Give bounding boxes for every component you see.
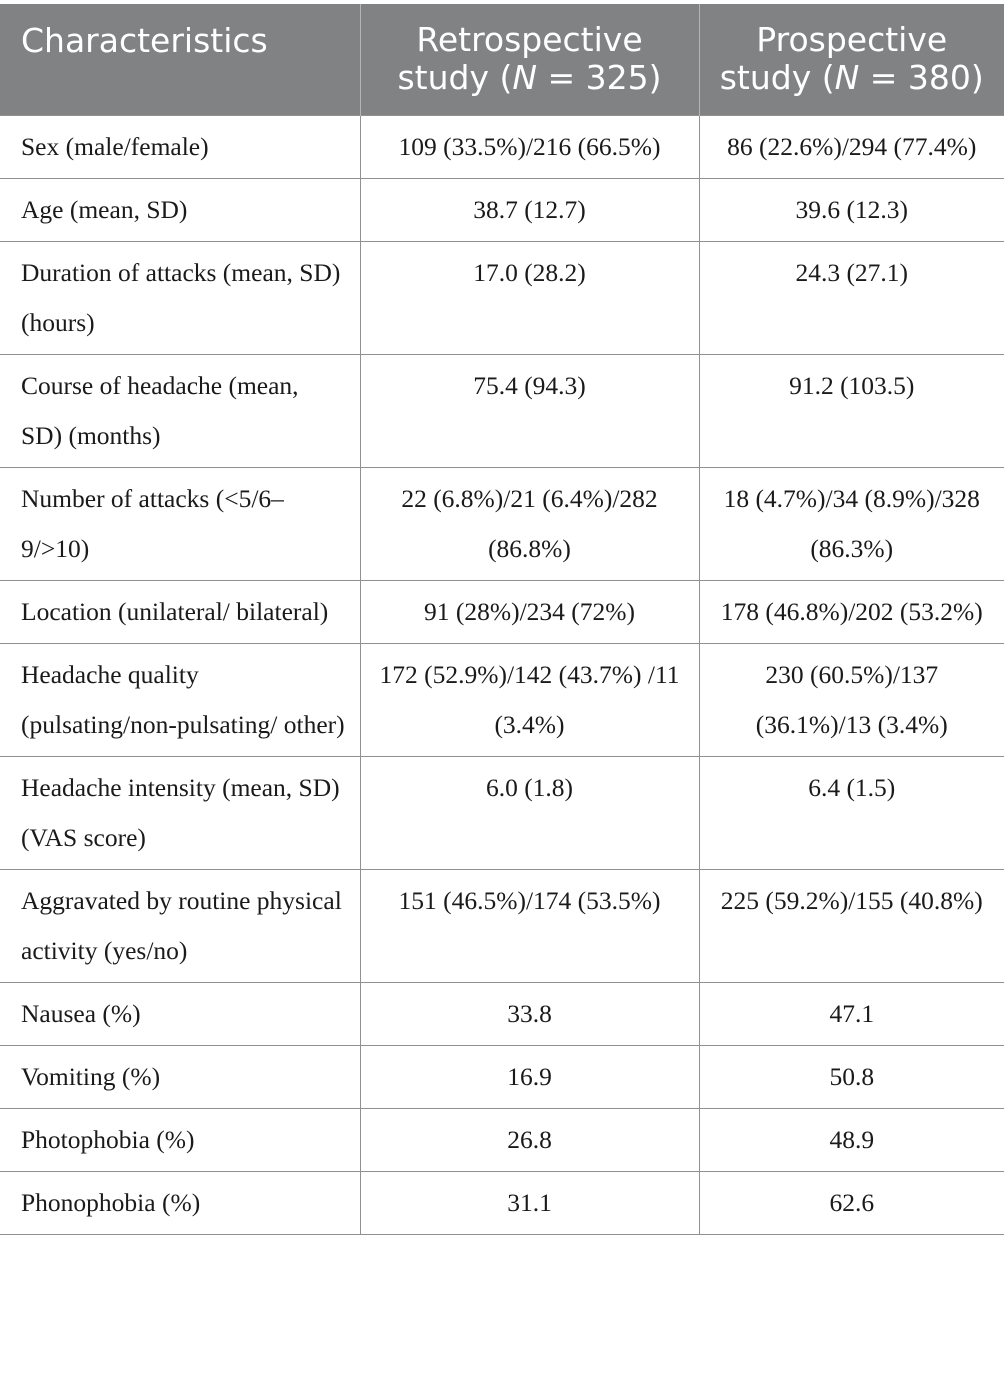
table-row [0,982,1004,1045]
table-row [0,1108,1004,1171]
header-retrospective-line2-pre: study ( [397,58,513,98]
retrospective-value: 33.8 [360,982,699,1045]
table-row [0,178,1004,241]
retrospective-value: 17.0 (28.2) [360,241,699,354]
row-label: Vomiting (%) [0,1045,360,1108]
row-label: Photophobia (%) [0,1108,360,1171]
header-prospective-line1: Prospective [756,20,948,60]
table-row [0,354,1004,467]
prospective-value: 91.2 (103.5) [699,354,1004,467]
table-row [0,756,1004,869]
table-row [0,467,1004,580]
header-retrospective-line2-post: = 325) [537,58,662,98]
header-retrospective-n: N [512,58,538,98]
retrospective-value: 26.8 [360,1108,699,1171]
retrospective-value: 6.0 (1.8) [360,756,699,869]
prospective-value: 178 (46.8%)/202 (53.2%) [699,580,1004,643]
prospective-value: 48.9 [699,1108,1004,1171]
row-label: Phonophobia (%) [0,1171,360,1234]
header-characteristics: Characteristics [0,4,360,115]
row-label: Age (mean, SD) [0,178,360,241]
table-row [0,869,1004,982]
header-retrospective [360,4,699,115]
prospective-value: 39.6 (12.3) [699,178,1004,241]
row-label: Number of attacks (<5/6–9/>10) [0,467,360,580]
retrospective-value: 31.1 [360,1171,699,1234]
prospective-value: 6.4 (1.5) [699,756,1004,869]
prospective-value: 86 (22.6%)/294 (77.4%) [699,115,1004,178]
row-label: Aggravated by routine physical activity (yes/no) [0,869,360,982]
table-row [0,241,1004,354]
characteristics-table [0,4,1004,1235]
retrospective-value: 109 (33.5%)/216 (66.5%) [360,115,699,178]
table-row [0,580,1004,643]
header-row [0,4,1004,115]
row-label: Headache intensity (mean, SD) (VAS score) [0,756,360,869]
retrospective-value: 16.9 [360,1045,699,1108]
retrospective-value: 75.4 (94.3) [360,354,699,467]
table-row [0,643,1004,756]
retrospective-value: 22 (6.8%)/21 (6.4%)/282 (86.8%) [360,467,699,580]
prospective-value: 62.6 [699,1171,1004,1234]
prospective-value: 24.3 (27.1) [699,241,1004,354]
row-label: Duration of attacks (mean, SD) (hours) [0,241,360,354]
retrospective-value: 151 (46.5%)/174 (53.5%) [360,869,699,982]
row-label: Location (unilateral/ bilateral) [0,580,360,643]
header-prospective-line2-post: = 380) [859,58,984,98]
header-retrospective-line1: Retrospective [416,20,643,60]
header-prospective-line2-pre: study ( [719,58,835,98]
prospective-value: 50.8 [699,1045,1004,1108]
header-prospective-n: N [834,58,860,98]
table-row [0,115,1004,178]
prospective-value: 230 (60.5%)/137 (36.1%)/13 (3.4%) [699,643,1004,756]
retrospective-value: 38.7 (12.7) [360,178,699,241]
row-label: Course of headache (mean, SD) (months) [0,354,360,467]
retrospective-value: 91 (28%)/234 (72%) [360,580,699,643]
prospective-value: 18 (4.7%)/34 (8.9%)/328 (86.3%) [699,467,1004,580]
header-prospective [699,4,1004,115]
table-row [0,1171,1004,1234]
row-label: Sex (male/female) [0,115,360,178]
retrospective-value: 172 (52.9%)/142 (43.7%) /11 (3.4%) [360,643,699,756]
prospective-value: 225 (59.2%)/155 (40.8%) [699,869,1004,982]
row-label: Nausea (%) [0,982,360,1045]
prospective-value: 47.1 [699,982,1004,1045]
table-row [0,1045,1004,1108]
row-label: Headache quality (pulsating/non-pulsating/ other) [0,643,360,756]
